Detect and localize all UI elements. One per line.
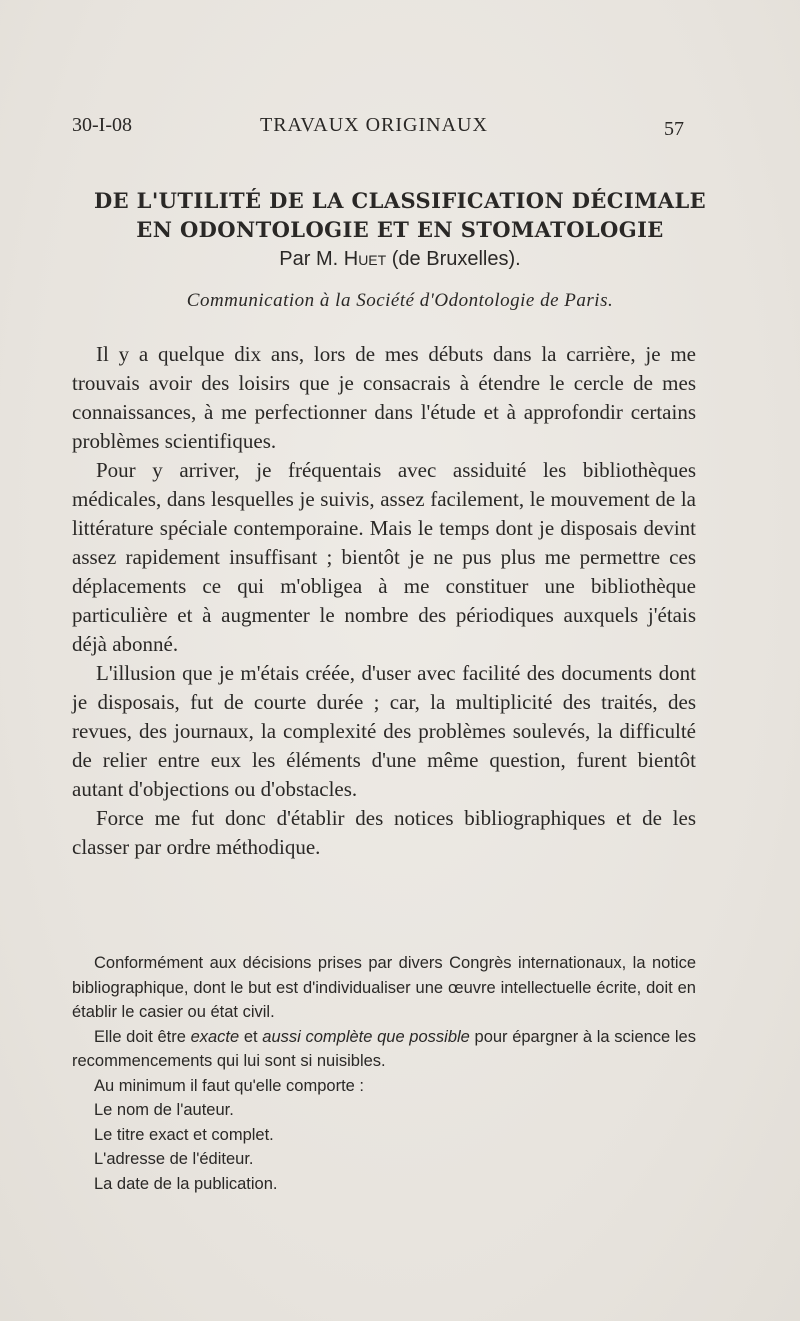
byline-prefix: Par M. xyxy=(279,248,339,270)
list-item: La date de la publication. xyxy=(94,1174,278,1193)
p2-end: pour épargner à la science les recommencements qui lui sont si nuisibles. xyxy=(72,1027,696,1070)
title-line-2: EN ODONTOLOGIE ET EN STOMATOLOGIE xyxy=(136,217,664,242)
small-print-section xyxy=(72,951,696,1196)
running-head xyxy=(72,114,692,144)
article-body xyxy=(72,340,696,862)
small-paragraph-2 xyxy=(72,1025,696,1074)
page-number: 57 xyxy=(664,118,684,140)
paragraph-4: Force me fut donc d'établir des notices bibliographiques et de les classer par ordre méthodique. xyxy=(72,806,696,859)
p2-emphasis-1: exacte xyxy=(190,1027,240,1046)
small-paragraph-1: Conformément aux décisions prises par divers Congrès internationaux, la notice bibliographique, dont le but est d'individualiser une œuvre intellectuelle écrite, doit en établir le casier ou état civil. xyxy=(72,954,696,1021)
p2-emphasis-2: aussi complète que possible xyxy=(262,1027,470,1046)
small-paragraph-3: Au minimum il faut qu'elle comporte : xyxy=(94,1076,365,1095)
running-head-date: 30-I-08 xyxy=(72,114,132,136)
list-item: Le titre exact et complet. xyxy=(94,1125,274,1144)
list-item: L'adresse de l'éditeur. xyxy=(94,1150,254,1168)
byline-suffix: (de Bruxelles). xyxy=(391,248,521,270)
article-title xyxy=(50,186,750,244)
byline xyxy=(0,248,800,271)
communication-note: Communication à la Société d'Odontologie de Paris. xyxy=(186,290,614,311)
running-head-section: TRAVAUX ORIGINAUX xyxy=(260,114,488,136)
title-line-1: DE L'UTILITÉ DE LA CLASSIFICATION DÉCIMALE xyxy=(93,188,707,213)
byline-author: Huet xyxy=(343,248,387,270)
p2-start: Elle doit être xyxy=(94,1027,186,1046)
paragraph-1: Il y a quelque dix ans, lors de mes débuts dans la carrière, je me trouvais avoir des loisirs que je consacrais à étendre le cercle de mes connaissances, à me perfectionner dans l'étude et à approfondir certains problèmes scientifiques. xyxy=(72,342,696,453)
paragraph-2: Pour y arriver, je fréquentais avec assiduité les bibliothèques médicales, dans lesquelles je suivis, assez facilement, le mouvement de la littérature spéciale contemporaine. Mais le temps dont je disposais devint assez rapidement insuffisant ; bientôt je ne pus plus me permettre ces déplacements ce qui m'obligea à me constituer une bibliothèque particulière et à augmenter le nombre des périodiques auxquels j'étais déjà abonné. xyxy=(72,458,696,656)
paragraph-3: L'illusion que je m'étais créée, d'user avec facilité des documents dont je disposais, fut de courte durée ; car, la multiplicité des traités, des revues, des journaux, la complexité des problèmes soulevés, la difficulté de relier entre eux les éléments d'une même question, furent bientôt autant d'objections ou d'obstacles. xyxy=(72,661,696,801)
p2-mid: et xyxy=(243,1027,258,1046)
list-item: Le nom de l'auteur. xyxy=(94,1101,234,1119)
